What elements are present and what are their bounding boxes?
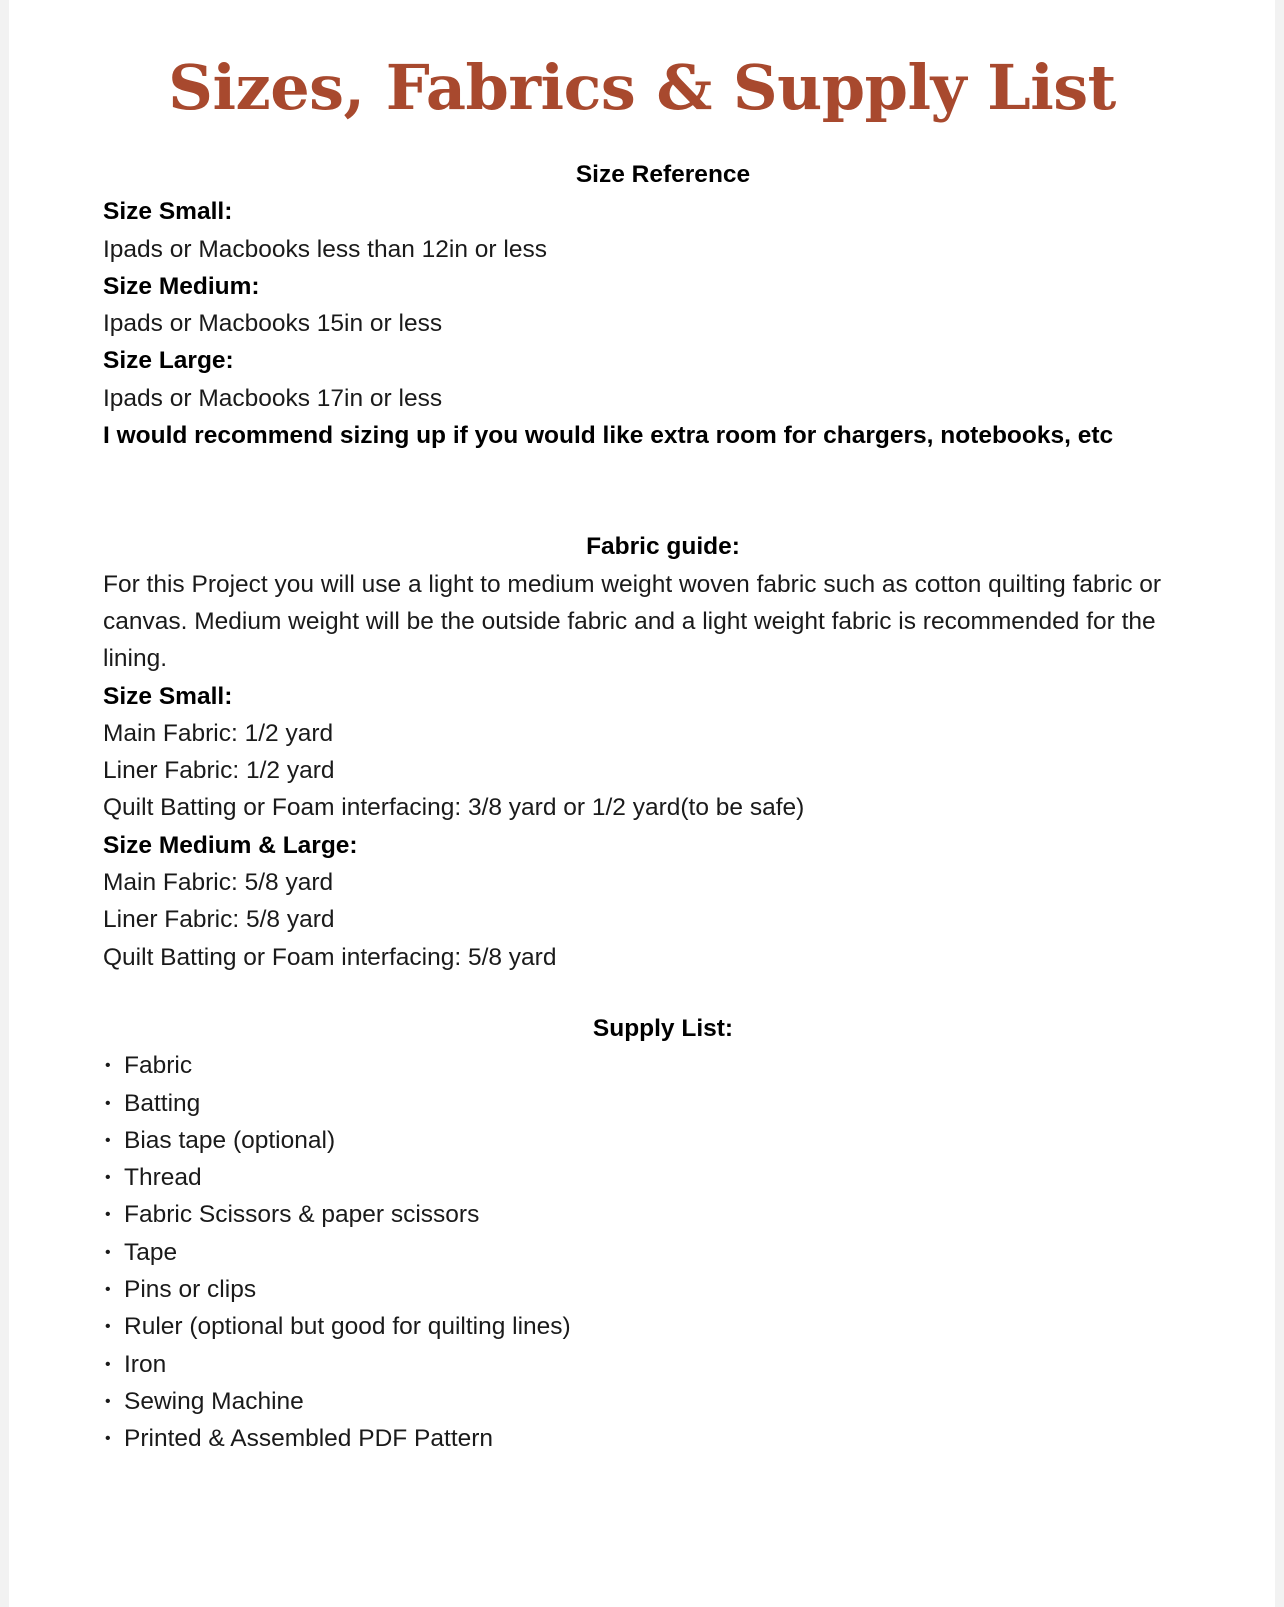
bullet-icon: •	[105, 1281, 111, 1299]
size-medium-label: Size Medium:	[103, 272, 260, 300]
size-small-value: Ipads or Macbooks less than 12in or less	[103, 235, 547, 263]
fabric-ml-main: Main Fabric: 5/8 yard	[103, 869, 334, 897]
list-item: • Fabric	[103, 1047, 1223, 1084]
list-item: • Batting	[103, 1085, 1223, 1122]
fabric-ml-liner: Liner Fabric: 5/8 yard	[103, 906, 335, 934]
sizing-note: I would recommend sizing up if you would like extra room for chargers, notebooks, etc	[103, 422, 1114, 450]
size-reference-heading: Size Reference	[575, 161, 751, 188]
document-page	[9, 0, 1275, 1607]
supply-list	[103, 1047, 1223, 1457]
section-spacer	[103, 454, 1223, 491]
fabric-size-small-label: Size Small:	[103, 682, 233, 710]
bullet-icon: •	[105, 1318, 111, 1336]
section-spacer	[103, 976, 1223, 1010]
bullet-icon: •	[105, 1430, 111, 1448]
bullet-icon: •	[105, 1169, 111, 1187]
fabric-ml-batting: Quilt Batting or Foam interfacing: 5/8 yard	[103, 943, 557, 971]
list-item: • Printed & Assembled PDF Pattern	[103, 1420, 1223, 1457]
fabric-size-medium-large-label: Size Medium & Large:	[103, 831, 358, 859]
page-title: Sizes, Fabrics & Supply List	[168, 51, 1116, 124]
document-content	[103, 156, 1223, 1458]
bullet-icon: •	[105, 1355, 111, 1373]
list-item: • Fabric Scissors & paper scissors	[103, 1196, 1223, 1233]
bullet-icon: •	[105, 1206, 111, 1224]
fabric-small-liner: Liner Fabric: 1/2 yard	[103, 757, 335, 785]
section-spacer	[103, 491, 1223, 528]
size-large-label: Size Large:	[103, 347, 234, 375]
list-item: • Tape	[103, 1234, 1223, 1271]
list-item: • Pins or clips	[103, 1271, 1223, 1308]
bullet-icon: •	[105, 1131, 111, 1149]
bullet-icon: •	[105, 1057, 111, 1075]
fabric-guide-intro: For this Project you will use a light to medium weight woven fabric such as cotton quilting fabric or canvas. Medium weight will be the outside fabric and a light weight fabric is recommended for the lining.	[103, 570, 1162, 673]
supply-list-heading: Supply List:	[592, 1014, 734, 1042]
list-item: • Bias tape (optional)	[103, 1122, 1223, 1159]
list-item: • Iron	[103, 1346, 1223, 1383]
list-item: • Ruler (optional but good for quilting lines)	[103, 1308, 1223, 1345]
bullet-icon: •	[105, 1243, 111, 1261]
size-small-label: Size Small:	[103, 198, 233, 226]
fabric-small-batting: Quilt Batting or Foam interfacing: 3/8 yard or 1/2 yard(to be safe)	[103, 794, 805, 822]
list-item: • Sewing Machine	[103, 1383, 1223, 1420]
bullet-icon: •	[105, 1094, 111, 1112]
fabric-small-main: Main Fabric: 1/2 yard	[103, 719, 334, 747]
size-medium-value: Ipads or Macbooks 15in or less	[103, 310, 443, 338]
bullet-icon: •	[105, 1392, 111, 1410]
list-item: • Thread	[103, 1159, 1223, 1196]
fabric-guide-heading: Fabric guide:	[586, 533, 740, 561]
size-large-value: Ipads or Macbooks 17in or less	[103, 384, 443, 412]
